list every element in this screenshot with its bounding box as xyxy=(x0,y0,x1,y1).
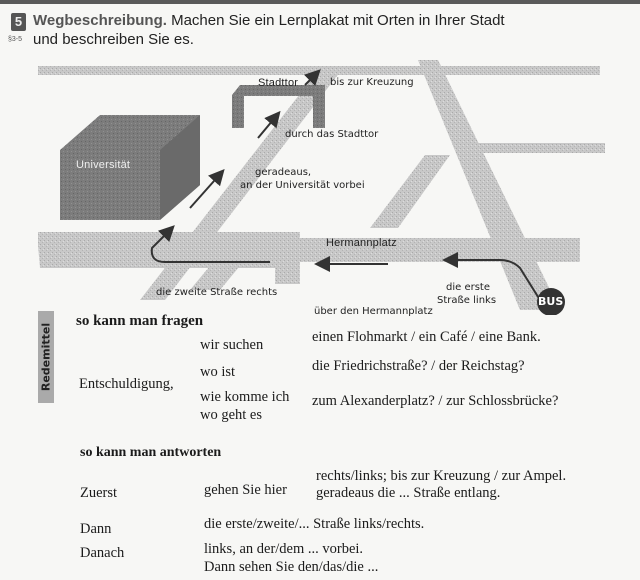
ask-verb-1: wir suchen xyxy=(200,337,264,353)
direction-straight-1: geradeaus, xyxy=(255,167,312,178)
exercise-number-badge: 5 xyxy=(11,13,26,31)
map-label-square: Hermannplatz xyxy=(326,237,397,249)
map-label-city-gate: Stadttor xyxy=(258,77,299,89)
answer-text-1a: rechts/links; bis zur Kreuzung / zur Ampel. xyxy=(316,468,567,484)
map-label-university: Universität xyxy=(76,159,131,171)
answer-text-1b: geradeaus die ... Straße entlang. xyxy=(316,485,501,501)
scan-top-edge xyxy=(0,0,640,4)
ask-object-3: zum Alexanderplatz? / zur Schlossbrücke? xyxy=(312,393,559,409)
road-diagonal-right xyxy=(418,60,560,310)
exercise-title-line2: und beschreiben Sie es. xyxy=(33,31,194,48)
direction-through-gate: durch das Stadttor xyxy=(285,129,379,140)
map-label-bus: BUS xyxy=(538,295,564,308)
ask-verb-3b: wo geht es xyxy=(200,407,263,423)
exercise-title-bold: Wegbeschreibung. xyxy=(33,12,167,29)
road-diagonal-middle xyxy=(370,155,450,228)
direction-straight-2: an der Universität vorbei xyxy=(240,180,365,191)
direction-second-right: die zweite Straße rechts xyxy=(156,287,278,298)
direction-first-left-2: Straße links xyxy=(437,295,497,306)
ask-verb-2: wo ist xyxy=(200,364,236,380)
city-map xyxy=(0,55,640,315)
answer-verb-1: gehen Sie hier xyxy=(204,482,287,498)
direction-over-square: über den Hermannplatz xyxy=(314,306,433,317)
road-right xyxy=(470,143,605,153)
ask-verb-3: wie komme ich xyxy=(200,389,290,405)
answer-text-3a: links, an der/dem ... vorbei. xyxy=(204,541,364,557)
ask-opener: Entschuldigung, xyxy=(79,376,174,392)
ask-object-1: einen Flohmarkt / ein Café / eine Bank. xyxy=(312,329,541,345)
redemittel-tab: Redemittel xyxy=(38,311,54,403)
answer-text-3b: Dann sehen Sie den/das/die ... xyxy=(204,559,379,575)
answer-text-2: die erste/zweite/... Straße links/rechts. xyxy=(204,516,425,532)
direction-first-left-1: die erste xyxy=(446,282,491,293)
exercise-grammar-reference: §3-5 xyxy=(8,36,23,43)
answer-lead-3: Danach xyxy=(80,545,125,561)
answer-lead-2: Dann xyxy=(80,521,112,537)
ask-heading: so kann man fragen xyxy=(76,313,204,329)
answer-lead-1: Zuerst xyxy=(80,485,118,501)
answer-heading: so kann man antworten xyxy=(80,445,222,460)
ask-object-2: die Friedrichstraße? / der Reichstag? xyxy=(312,358,525,374)
direction-to-crossing: bis zur Kreuzung xyxy=(330,77,414,88)
exercise-title xyxy=(33,12,505,29)
exercise-title-rest: Machen Sie ein Lernplakat mit Orten in Ihrer Stadt xyxy=(166,12,505,29)
